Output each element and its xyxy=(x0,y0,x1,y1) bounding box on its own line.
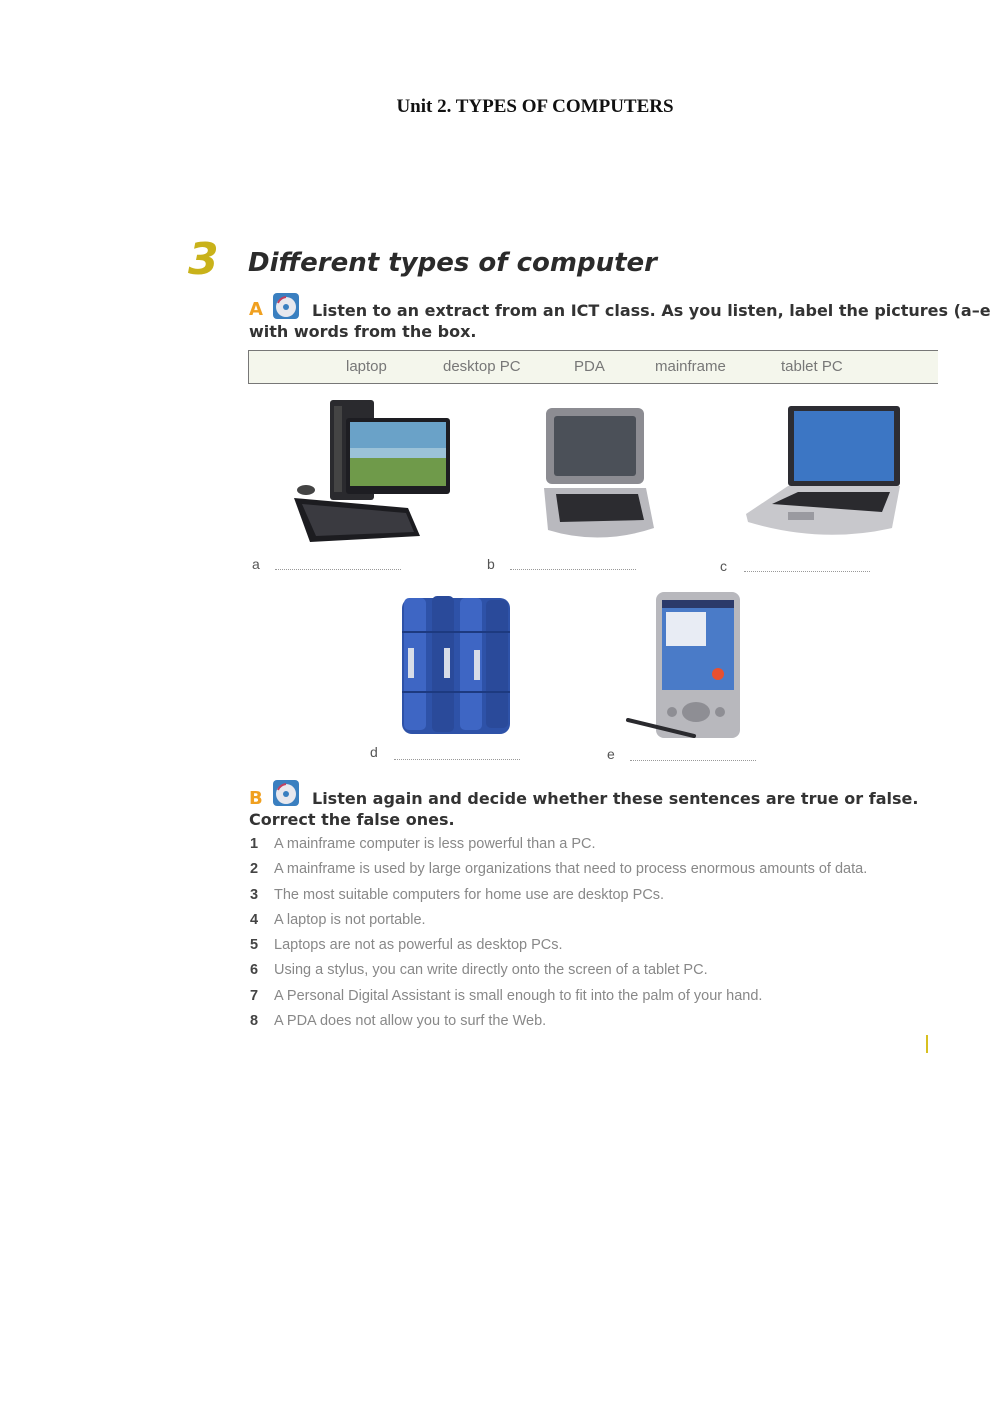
answer-line-e[interactable] xyxy=(630,760,756,761)
margin-mark xyxy=(926,1035,928,1053)
laptop-icon xyxy=(742,404,902,546)
word-pda[interactable]: PDA xyxy=(574,358,605,375)
word-mainframe[interactable]: mainframe xyxy=(655,358,726,375)
list-item: 7 A Personal Digital Assistant is small enough to fit into the palm of your hand. xyxy=(250,987,763,1004)
exercise-b-instruction-line1: Listen again and decide whether these sentences are true or false. xyxy=(312,789,919,808)
answer-line-c[interactable] xyxy=(744,571,870,572)
tablet-pc-icon xyxy=(540,404,660,546)
exercise-b-instruction-line2: Correct the false ones. xyxy=(249,810,455,829)
answer-line-a[interactable] xyxy=(275,569,401,570)
list-item: 6 Using a stylus, you can write directly onto the screen of a tablet PC. xyxy=(250,962,708,979)
answer-line-b[interactable] xyxy=(510,569,636,570)
list-item: 3 The most suitable computers for home use are desktop PCs. xyxy=(250,886,665,903)
pda-icon xyxy=(624,590,744,742)
exercise-b-letter: B xyxy=(249,788,263,809)
answer-line-d[interactable] xyxy=(394,759,520,760)
picture-label-d: d xyxy=(370,744,378,760)
word-laptop[interactable]: laptop xyxy=(346,358,387,375)
cd-audio-icon[interactable] xyxy=(272,292,300,320)
list-item: 1 A mainframe computer is less powerful than a PC. xyxy=(250,836,596,852)
exercise-a-instruction-line1: Listen to an extract from an ICT class. As you listen, label the pictures (a–e xyxy=(312,301,991,320)
word-desktop-pc[interactable]: desktop PC xyxy=(443,358,521,375)
mainframe-icon xyxy=(396,592,516,740)
picture-label-c: c xyxy=(720,558,727,574)
picture-label-b: b xyxy=(487,556,495,572)
word-tablet-pc[interactable]: tablet PC xyxy=(781,358,843,375)
unit-title: Unit 2. TYPES OF COMPUTERS xyxy=(396,96,674,117)
cd-audio-icon[interactable] xyxy=(272,779,300,807)
exercise-a-instruction-line2: with words from the box. xyxy=(249,322,477,341)
picture-label-a: a xyxy=(252,556,260,572)
list-item: 2 A mainframe is used by large organizations that need to process enormous amounts of data. xyxy=(250,861,868,878)
list-item: 4 A laptop is not portable. xyxy=(250,911,426,928)
picture-label-e: e xyxy=(607,746,615,762)
list-item: 8 A PDA does not allow you to surf the Web. xyxy=(250,1013,547,1030)
sentence-list xyxy=(250,836,867,1038)
exercise-a-letter: A xyxy=(249,299,263,320)
list-item: 5 Laptops are not as powerful as desktop PCs. xyxy=(250,937,563,954)
section-title: Different types of computer xyxy=(248,248,657,278)
desktop-pc-icon xyxy=(290,396,460,551)
word-box xyxy=(248,350,938,384)
section-number: 3 xyxy=(188,234,219,285)
